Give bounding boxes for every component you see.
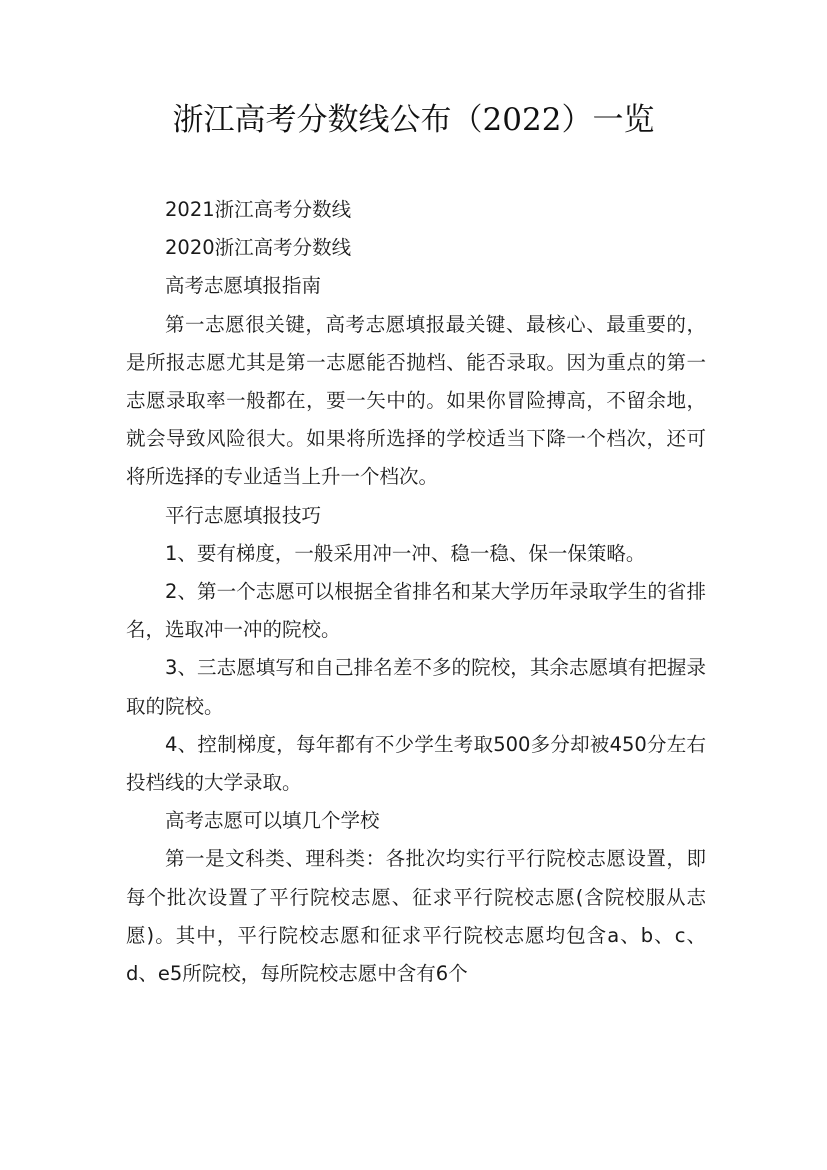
document-title: 浙江高考分数线公布（2022）一览	[172, 102, 655, 138]
document-body	[126, 191, 706, 993]
paragraph-first-choice: 第一志愿很关键，高考志愿填报最关键、最核心、最重要的，是所报志愿尤其是第一志愿能否抛档、能否录取。因为重点的第一志愿录取率一般都在，要一矢中的。如果你冒险搏高，不留余地，就会导致风险很大。如果将所选择的学校适当下降一个档次，还可将所选择的专业适当上升一个档次。	[126, 312, 706, 489]
tip-item-4: 4、控制梯度，每年都有不少学生考取500多分却被450分左右投档线的大学录取。	[126, 732, 706, 795]
section-heading-guide: 高考志愿填报指南	[165, 274, 322, 298]
tip-item-1: 1、要有梯度，一般采用冲一冲、稳一稳、保一保策略。	[165, 541, 646, 565]
tip-item-2: 2、第一个志愿可以根据全省排名和某大学历年录取学生的省排名，选取冲一冲的院校。	[126, 580, 706, 642]
paragraph-link-2021: 2021浙江高考分数线	[165, 198, 352, 221]
paragraph-arts-science: 第一是文科类、理科类：各批次均实行平行院校志愿设置，即每个批次设置了平行院校志愿、征求平行院校志愿(含院校服从志愿)。其中，平行院校志愿和征求平行院校志愿均包含a、b、c、d、e5所院校，每所院校志愿中含有6个	[126, 847, 706, 986]
section-heading-how-many-schools: 高考志愿可以填几个学校	[165, 809, 380, 833]
section-heading-parallel-tips: 平行志愿填报技巧	[165, 503, 322, 527]
paragraph-link-2020: 2020浙江高考分数线	[165, 236, 352, 260]
tip-item-3: 3、三志愿填写和自己排名差不多的院校，其余志愿填有把握录取的院校。	[126, 656, 706, 718]
